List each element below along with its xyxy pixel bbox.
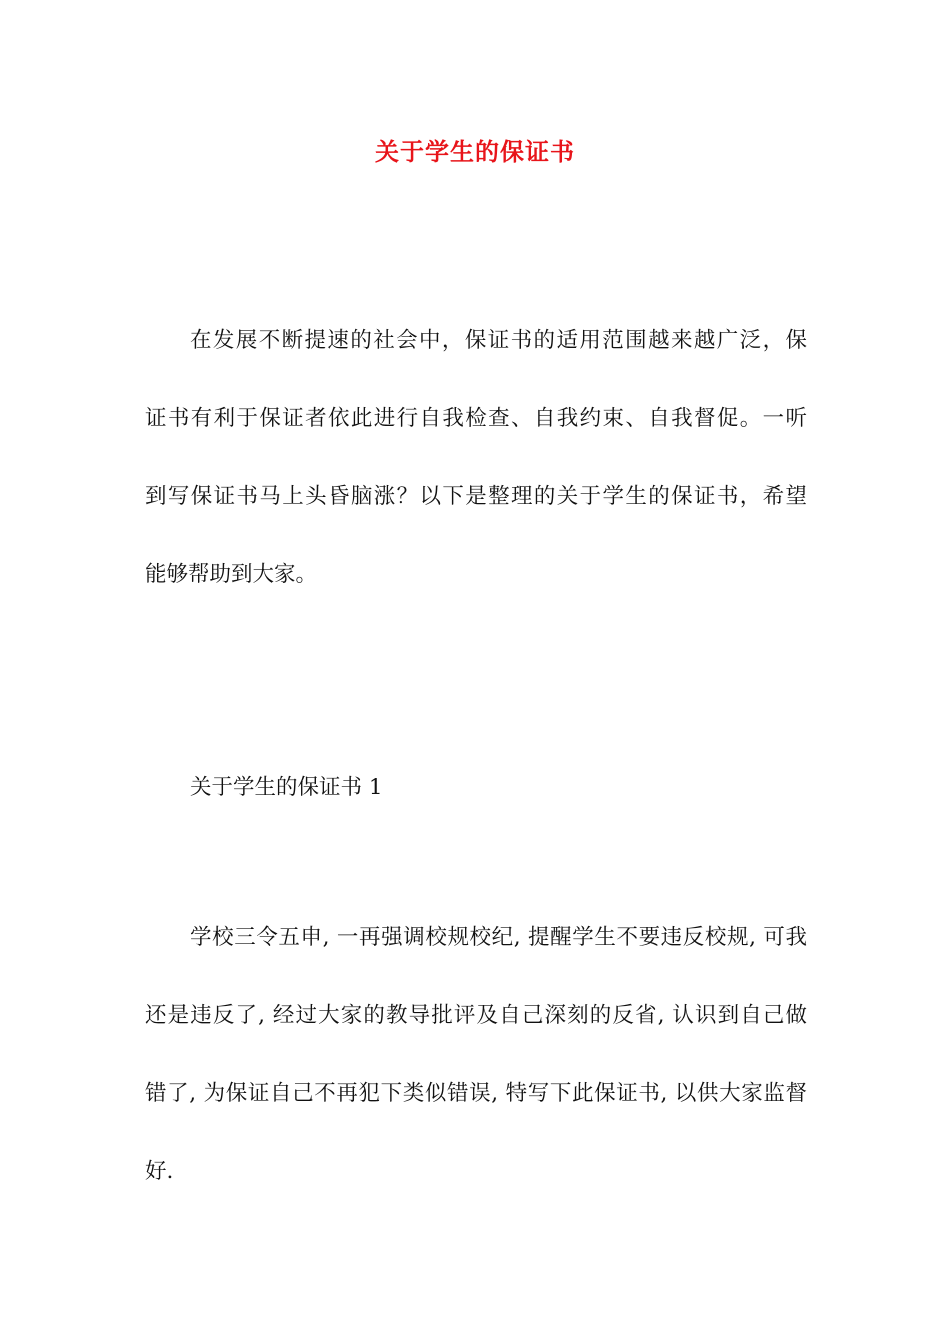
body-line-1: 学校三令五申, 一再强调校规校纪, 提醒学生不要违反校规, 可我 — [190, 925, 807, 950]
section-heading: 关于学生的保证书 1 — [190, 775, 383, 800]
intro-line-2: 证书有利于保证者依此进行自我检查、自我约束、自我督促。一听 — [145, 406, 807, 431]
intro-paragraph — [145, 302, 807, 614]
body-paragraph — [145, 899, 807, 1211]
intro-line-1: 在发展不断提速的社会中，保证书的适用范围越来越广泛，保 — [190, 328, 807, 353]
body-line-2: 还是违反了, 经过大家的教导批评及自己深刻的反省, 认识到自己做 — [145, 1003, 807, 1028]
intro-line-3: 到写保证书马上头昏脑涨？以下是整理的关于学生的保证书，希望 — [145, 484, 807, 509]
intro-line-4: 能够帮助到大家。 — [145, 562, 318, 587]
body-line-4: 好. — [145, 1159, 174, 1184]
document-title: 关于学生的保证书 — [375, 137, 575, 166]
body-line-3: 错了, 为保证自己不再犯下类似错误, 特写下此保证书, 以供大家监督 — [145, 1081, 807, 1106]
